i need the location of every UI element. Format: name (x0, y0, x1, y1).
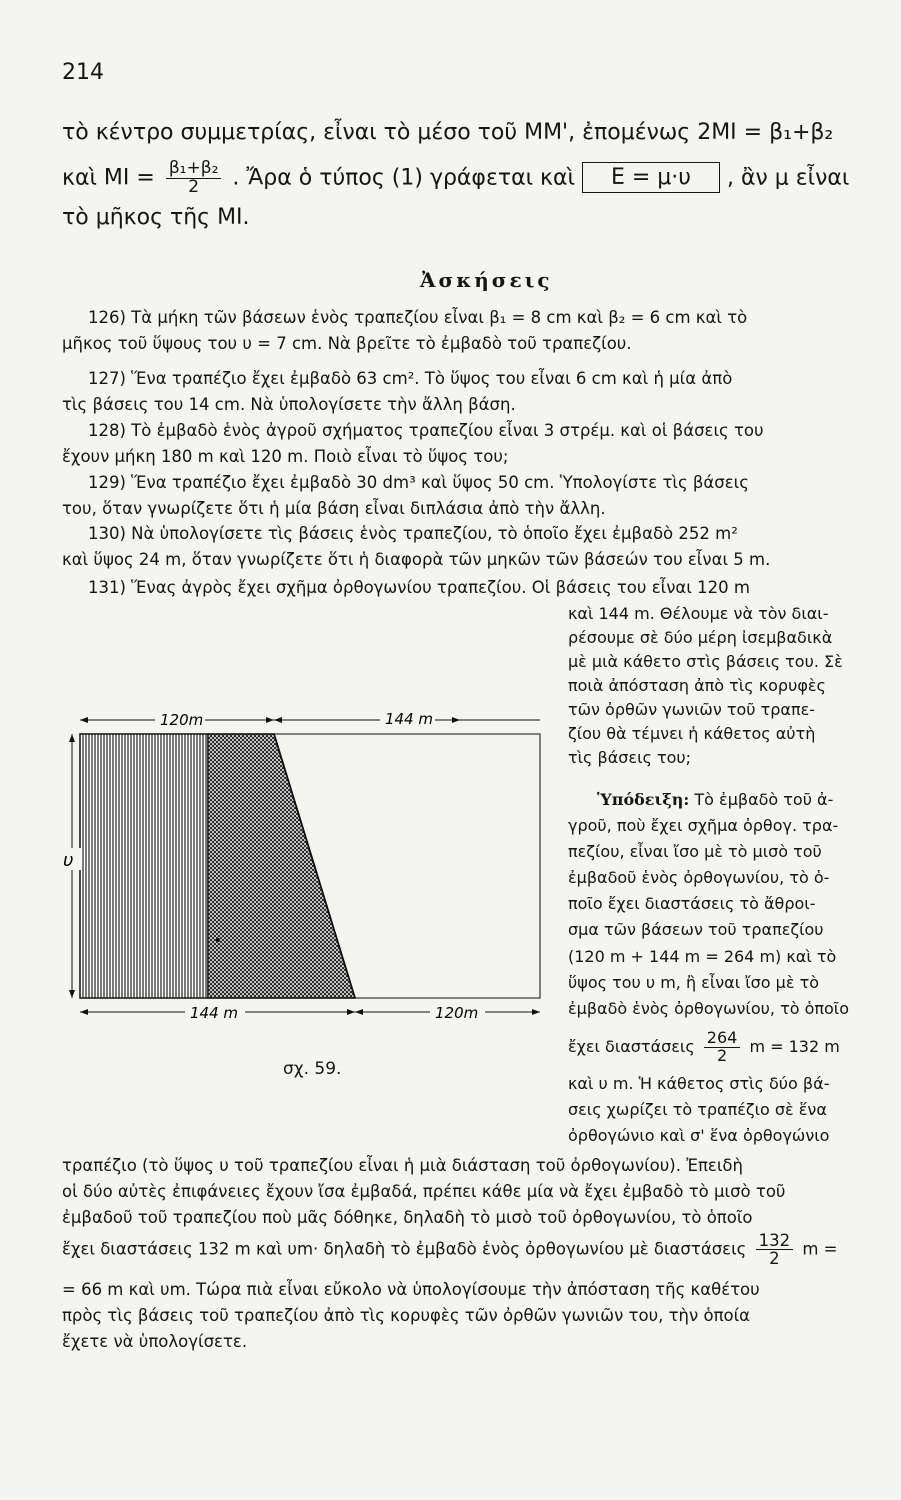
hint-fraction-line (568, 1030, 840, 1065)
hint-first: Τὸ ἐμβαδὸ τοῦ ἀ- (694, 790, 834, 809)
arrow-head (80, 1009, 88, 1015)
hint-frac-post: m = 132 m (749, 1036, 840, 1056)
hint-fraction-denominator: 2 (716, 1045, 728, 1065)
full-line: ἐμβαδοῦ τοῦ τραπεζίου ποὺ μᾶς δόθηκε, δηλαδὴ τὸ μισὸ τοῦ ὀρθογωνίου, τὸ ὁποῖο (62, 1208, 753, 1227)
section-title: Ἀσκήσεις (420, 268, 553, 292)
figure-caption: σχ. 59. (283, 1059, 342, 1079)
full-line: οἱ δύο αὐτὲς ἐπιφάνειες ἔχουν ἴσα ἐμβαδά, πρέπει κάθε μία νὰ ἔχει ἐμβαδὸ τὸ μισὸ τοῦ (62, 1182, 786, 1201)
hint-line: ἐμβαδὸ ἑνὸς ὀρθογωνίου, τὸ ὁποῖο (568, 999, 849, 1018)
right-col-line: καὶ 144 m. Θέλουμε νὰ τὸν διαι- (568, 604, 829, 623)
final-line: ἔχετε νὰ ὑπολογίσετε. (62, 1332, 248, 1351)
top-label-right: 144 m (385, 710, 434, 728)
exercise-line: μῆκος τοῦ ὕψους του υ = 7 cm. Νὰ βρεῖτε τὸ ἐμβαδὸ τοῦ τραπεζίου. (62, 334, 632, 353)
last-fraction-numerator: 132 (756, 1232, 794, 1250)
area-formula-box: Ε = μ·υ (582, 162, 720, 193)
arrow-head (355, 1009, 363, 1015)
right-col-line: ποιὰ ἀπόσταση ἀπὸ τὶς κορυφὲς (568, 676, 826, 695)
last-fraction (756, 1232, 794, 1268)
exercise-line: 129) Ἕνα τραπέζιο ἔχει ἐμβαδὸ 30 dm³ καὶ ὕψος 50 cm. Ὑπολογίστε τὶς βάσεις (88, 473, 749, 492)
right-col-line: τῶν ὀρθῶν γωνιῶν τοῦ τραπε- (568, 700, 816, 719)
hint-line: ὕψος του υ m, ἢ εἶναι ἴσο μὲ τὸ (568, 973, 819, 992)
final-line: πρὸς τὶς βάσεις τοῦ τραπεζίου ἀπὸ τὶς κορυφὲς τῶν ὀρθῶν γωνιῶν του, τὴν ὁποία (62, 1306, 751, 1325)
hint-label: Ὑπόδειξη: (597, 790, 690, 809)
right-triangle-part (208, 734, 355, 998)
exercise-line: του, ὅταν γνωρίζετε ὅτι ἡ μία βάση εἶναι διπλάσια ἀπὸ τὴν ἄλλη. (62, 499, 606, 518)
hint-line: ἐμβαδοῦ ἑνὸς ὀρθογωνίου, τὸ ὁ- (568, 868, 830, 887)
last-frac-pre: ἔχει διαστάσεις 132 m καὶ υm· δηλαδὴ τὸ ἐμβαδὸ ἑνὸς ὀρθογωνίου μὲ διαστάσεις (62, 1239, 747, 1259)
figure-point (216, 938, 220, 942)
final-line: = 66 m καὶ υm. Τώρα πιὰ εἶναι εὔκολο νὰ ὑπολογίσουμε τὴν ἀπόσταση τῆς καθέτου (62, 1280, 760, 1299)
fraction-line (62, 1232, 838, 1268)
arrow-head (69, 734, 75, 742)
right-col-line: τὶς βάσεις του; (568, 748, 692, 767)
arrow-head (80, 717, 88, 723)
intro-line-2-pre: καὶ ΜΙ = (62, 165, 155, 191)
hint-fraction (704, 1030, 741, 1065)
page-number: 214 (62, 60, 104, 85)
figure-59-diagram (55, 700, 555, 1030)
hint-line: πεζίου, εἶναι ἴσο μὲ τὸ μισὸ τοῦ (568, 842, 822, 861)
hint-line: σεις χωρίζει τὸ τραπέζιο σὲ ἕνα (568, 1100, 827, 1119)
exercise-line: 130) Νὰ ὑπολογίσετε τὶς βάσεις ἑνὸς τραπεζίου, τὸ ὁποῖο ἔχει ἐμβαδὸ 252 m² (88, 524, 738, 543)
hint-line: (120 m + 144 m = 264 m) καὶ τὸ (568, 947, 837, 966)
right-col-line: μὲ μιὰ κάθετο στὶς βάσεις του. Σὲ (568, 652, 843, 671)
exercise-line: καὶ ὕψος 24 m, ὅταν γνωρίζετε ὅτι ἡ διαφορὰ τῶν μηκῶν τῶν βάσεών του εἶναι 5 m. (62, 550, 771, 569)
right-col-line: ρέσουμε σὲ δύο μέρη ἰσεμβαδικὰ (568, 628, 833, 647)
hint-frac-pre: ἔχει διαστάσεις (568, 1036, 695, 1056)
hint-first-line (597, 790, 833, 809)
hint-line: ποῖο ἔχει διαστάσεις τὸ ἄθροι- (568, 894, 816, 913)
intro-line-2-mid: . Ἄρα ὁ τύπος (1) γράφεται καὶ (232, 165, 575, 191)
hint-line: γροῦ, ποὺ ἔχει σχῆμα ὀρθογ. τρα- (568, 816, 839, 835)
arrow-head (69, 990, 75, 998)
full-line: τραπέζιο (τὸ ὕψος υ τοῦ τραπεζίου εἶναι ἡ μιὰ διάσταση τοῦ ὀρθογωνίου). Ἐπειδὴ (62, 1156, 743, 1175)
last-fraction-denominator: 2 (769, 1249, 780, 1269)
exercise-line: 131) Ἕνας ἀγρὸς ἔχει σχῆμα ὀρθογωνίου τραπεζίου. Οἱ βάσεις του εἶναι 120 m (88, 578, 750, 597)
hint-line: ὀρθογώνιο καὶ σ' ἕνα ὀρθογώνιο (568, 1126, 830, 1145)
right-col-line: ζίου θὰ τέμνει ἡ κάθετος αὐτὴ (568, 724, 816, 743)
bottom-label-right: 120m (435, 1004, 479, 1022)
exercise-line: 128) Τὸ ἐμβαδὸ ἑνὸς ἀγροῦ σχήματος τραπεζίου εἶναι 3 στρέμ. καὶ οἱ βάσεις του (88, 421, 764, 440)
top-label-left: 120m (160, 711, 204, 729)
intro-line-2 (62, 160, 849, 197)
intro-line-1: τὸ κέντρο συμμετρίας, εἶναι τὸ μέσο τοῦ ΜΜ', ἐπομένως 2ΜΙ = β₁+β₂ (62, 120, 834, 145)
arrow-head (274, 717, 282, 723)
left-rectangle-part (80, 734, 208, 998)
arrow-head (347, 1009, 355, 1015)
bottom-label-left: 144 m (190, 1004, 239, 1022)
exercise-line: ἔχουν μήκη 180 m καὶ 120 m. Ποιὸ εἶναι τὸ ὕψος του; (62, 447, 509, 466)
arrow-head (452, 717, 460, 723)
last-frac-post: m = (802, 1239, 838, 1259)
exercise-line: 127) Ἕνα τραπέζιο ἔχει ἐμβαδὸ 63 cm². Τὸ ὕψος του εἶναι 6 cm καὶ ἡ μία ἀπὸ (88, 369, 733, 388)
hint-line: καὶ υ m. Ἡ κάθετος στὶς δύο βά- (568, 1074, 830, 1093)
intro-fraction (166, 160, 222, 197)
intro-fraction-denominator: 2 (188, 176, 200, 197)
exercise-line: τὶς βάσεις του 14 cm. Νὰ ὑπολογίσετε τὴν ἄλλη βάση. (62, 395, 516, 414)
hint-fraction-numerator: 264 (704, 1030, 741, 1048)
arrow-head (266, 717, 274, 723)
arrow-head (532, 1009, 540, 1015)
intro-line-2-post: , ἂν μ εἶναι (726, 165, 850, 191)
hint-line: σμα τῶν βάσεων τοῦ τραπεζίου (568, 920, 824, 939)
intro-fraction-numerator: β₁+β₂ (166, 160, 222, 179)
height-label: υ (63, 850, 74, 871)
exercise-line: 126) Τὰ μήκη τῶν βάσεων ἑνὸς τραπεζίου εἶναι β₁ = 8 cm καὶ β₂ = 6 cm καὶ τὸ (88, 308, 748, 327)
intro-line-3: τὸ μῆκος τῆς ΜΙ. (62, 205, 250, 230)
